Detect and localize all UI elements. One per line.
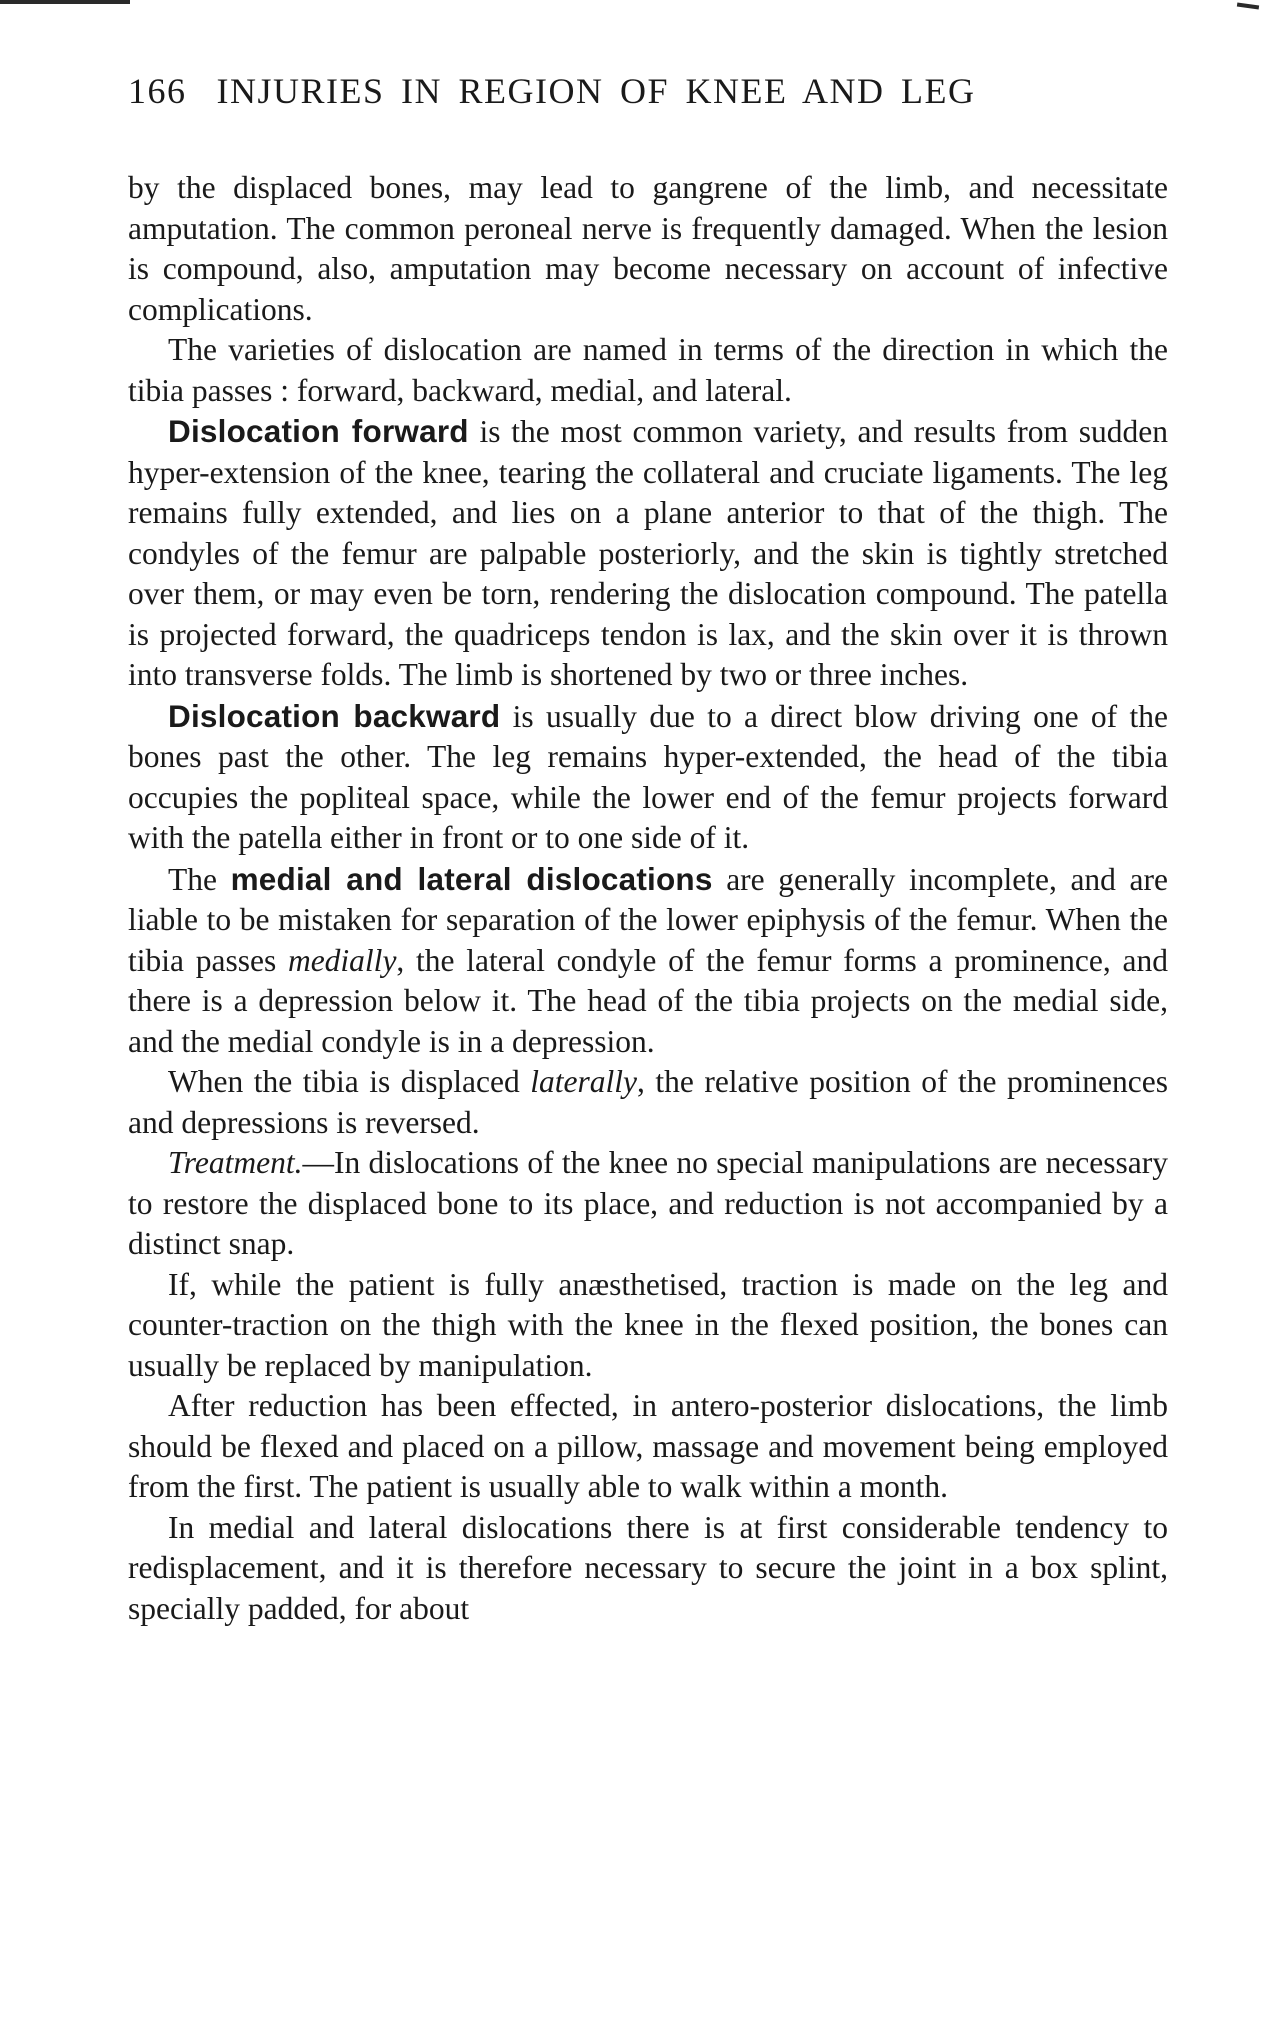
paragraph-text: is usually due to a direct blow driving one of the bones past the other. The leg remains hyper-extended, the head of the tibia occupies the popliteal space, while the lower end of the femur projects forward with the patella either in front or to one side of it. <box>128 698 1168 855</box>
scan-edge-mark <box>1237 2 1259 9</box>
paragraph-text: The <box>168 861 231 897</box>
paragraph-laterally <box>128 1062 1168 1143</box>
section-lead-heading: Dislocation forward <box>168 413 469 449</box>
scan-edge-mark <box>0 0 130 4</box>
paragraph-text: If, while the patient is fully anæsthetised, traction is made on the leg and counter-traction on the thigh with the knee in the flexed position, the bones can usually be replaced by manipulation. <box>128 1266 1168 1383</box>
paragraph-redisplacement <box>128 1508 1168 1630</box>
book-page <box>128 70 1168 1629</box>
paragraph-text: When the tibia is displaced <box>168 1064 531 1099</box>
paragraph-text: , the relative position of the prominences and depressions is reversed. <box>128 1064 1168 1140</box>
section-lead-heading: Dislocation backward <box>168 697 501 734</box>
page-number: 166 <box>128 71 187 111</box>
paragraph-medial-lateral <box>128 859 1168 1063</box>
paragraph-text: is the most common variety, and results from sudden hyper-extension of the knee, tearing the collateral and cruciate ligaments. The leg remains fully extended, and lies on a plane anterior to that of the thigh. The condyles of the femur are palpable posteriorly, and the skin is tightly stretched over them, or may even be torn, rendering the dislocation compound. The patella is projected forward, the quadriceps tendon is lax, and the skin over it is thrown into transverse folds. The limb is shortened by two or three inches. <box>128 414 1168 692</box>
paragraph-text: , the lateral condyle of the femur forms a prominence, and there is a depression below it. The head of the tibia projects on the medial side, and the medial condyle is in a depression. <box>128 942 1168 1059</box>
paragraph-treatment <box>128 1143 1168 1265</box>
page-body <box>128 168 1168 1629</box>
section-lead-heading: medial and lateral dislocations <box>230 860 713 897</box>
paragraph-text: are generally incomplete, and are liable to be mistaken for separation of the lower epiphysis of the femur. When the tibia passes <box>128 861 1168 978</box>
page-header <box>128 70 1168 134</box>
paragraph-text: After reduction has been effected, in antero-posterior dislocations, the limb should be flexed and placed on a pillow, massage and movement being employed from the first. The patient is usually able to walk within a month. <box>128 1388 1168 1504</box>
paragraph-continuation <box>128 168 1168 330</box>
paragraph-dislocation-backward <box>128 696 1168 859</box>
paragraph-after-reduction <box>128 1386 1168 1508</box>
italic-subheading: Treatment. <box>168 1145 303 1180</box>
running-head: INJURIES IN REGION OF KNEE AND LEG <box>216 71 976 111</box>
paragraph-text: The varieties of dislocation are named in terms of the direction in which the tibia passes : forward, backward, medial, and lateral. <box>128 332 1168 408</box>
paragraph-text: —In dislocations of the knee no special manipulations are necessary to restore the displaced bone to its place, and reduction is not accompanied by a distinct snap. <box>128 1145 1168 1261</box>
paragraph-text: by the displaced bones, may lead to gangrene of the limb, and necessitate amputation. The common peroneal nerve is frequently damaged. When the lesion is compound, also, amputation may become necessary on account of infective complications. <box>128 170 1168 327</box>
paragraph-text: In medial and lateral dislocations there is at first considerable tendency to redisplacement, and it is therefore necessary to secure the joint in a box splint, specially padded, for about <box>128 1509 1168 1626</box>
italic-emphasis: medially <box>287 942 397 978</box>
paragraph-varieties <box>128 330 1168 411</box>
italic-emphasis: laterally <box>530 1064 637 1099</box>
paragraph-traction <box>128 1265 1168 1387</box>
paragraph-dislocation-forward <box>128 411 1168 696</box>
